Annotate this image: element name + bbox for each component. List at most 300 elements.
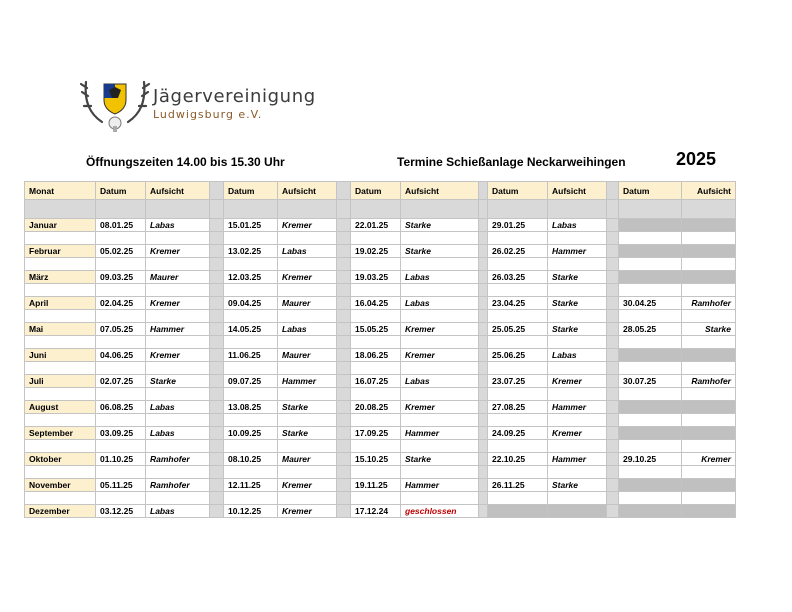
- separator-cell: [337, 323, 351, 336]
- opening-hours: Öffnungszeiten 14.00 bis 15.30 Uhr: [86, 155, 285, 169]
- date-cell: 08.01.25: [96, 219, 146, 232]
- blank-cell: [488, 388, 548, 401]
- supervisor-cell: Kremer: [146, 297, 210, 310]
- date-cell: 12.03.25: [224, 271, 278, 284]
- supervisor-cell: Ramhofer: [146, 479, 210, 492]
- blank-cell: [337, 232, 351, 245]
- date-cell: 30.07.25: [619, 375, 682, 388]
- blank-cell: [278, 414, 337, 427]
- blank-cell: [479, 258, 488, 271]
- column-header: Datum: [224, 182, 278, 200]
- empty-cell: [619, 219, 682, 232]
- blank-cell: [278, 388, 337, 401]
- spacer-cell: [479, 200, 488, 219]
- separator-cell: [479, 219, 488, 232]
- date-cell: 18.06.25: [351, 349, 401, 362]
- blank-row: [25, 388, 736, 401]
- blank-cell: [488, 440, 548, 453]
- blank-cell: [401, 440, 479, 453]
- blank-cell: [96, 388, 146, 401]
- month-row: [25, 479, 736, 492]
- blank-cell: [351, 336, 401, 349]
- blank-cell: [146, 258, 210, 271]
- blank-cell: [548, 310, 607, 323]
- blank-row: [25, 310, 736, 323]
- column-header: Aufsicht: [401, 182, 479, 200]
- date-cell: 14.05.25: [224, 323, 278, 336]
- separator-cell: [479, 271, 488, 284]
- blank-cell: [682, 336, 736, 349]
- column-header: Aufsicht: [278, 182, 337, 200]
- separator-cell: [337, 349, 351, 362]
- supervisor-cell: Hammer: [401, 427, 479, 440]
- separator-cell: [337, 505, 351, 518]
- supervisor-cell: Ramhofer: [682, 375, 736, 388]
- blank-cell: [607, 362, 619, 375]
- blank-cell: [607, 492, 619, 505]
- blank-cell: [278, 284, 337, 297]
- blank-cell: [210, 258, 224, 271]
- blank-cell: [548, 466, 607, 479]
- blank-cell: [224, 440, 278, 453]
- separator-cell: [479, 297, 488, 310]
- month-row: [25, 453, 736, 466]
- supervisor-cell: Labas: [401, 271, 479, 284]
- separator-cell: [337, 182, 351, 200]
- blank-cell: [479, 362, 488, 375]
- date-cell: 19.02.25: [351, 245, 401, 258]
- spacer-cell: [401, 200, 479, 219]
- blank-cell: [96, 310, 146, 323]
- column-header: Aufsicht: [146, 182, 210, 200]
- supervisor-cell: Labas: [146, 219, 210, 232]
- supervisor-cell: Starke: [548, 323, 607, 336]
- blank-cell: [607, 440, 619, 453]
- blank-cell: [210, 284, 224, 297]
- supervisor-cell: Hammer: [278, 375, 337, 388]
- spacer-cell: [146, 200, 210, 219]
- spacer-cell: [488, 200, 548, 219]
- blank-cell: [224, 362, 278, 375]
- blank-cell: [479, 388, 488, 401]
- blank-cell: [210, 362, 224, 375]
- blank-cell: [401, 258, 479, 271]
- blank-cell: [25, 284, 96, 297]
- column-header: Datum: [619, 182, 682, 200]
- empty-cell: [682, 401, 736, 414]
- blank-cell: [337, 362, 351, 375]
- date-cell: 22.10.25: [488, 453, 548, 466]
- blank-cell: [96, 232, 146, 245]
- blank-cell: [548, 388, 607, 401]
- column-header: Aufsicht: [548, 182, 607, 200]
- supervisor-cell: Maurer: [278, 453, 337, 466]
- month-label: Februar: [25, 245, 96, 258]
- empty-cell: [682, 479, 736, 492]
- supervisor-cell: Kremer: [278, 271, 337, 284]
- blank-cell: [548, 362, 607, 375]
- blank-cell: [479, 440, 488, 453]
- separator-cell: [479, 479, 488, 492]
- blank-cell: [682, 492, 736, 505]
- date-cell: 05.02.25: [96, 245, 146, 258]
- date-cell: 02.07.25: [96, 375, 146, 388]
- blank-cell: [25, 310, 96, 323]
- blank-cell: [619, 492, 682, 505]
- date-cell: 09.04.25: [224, 297, 278, 310]
- empty-cell: [619, 479, 682, 492]
- supervisor-cell: Starke: [278, 401, 337, 414]
- blank-cell: [278, 440, 337, 453]
- schedule-table: [24, 181, 736, 518]
- blank-cell: [224, 258, 278, 271]
- blank-row: [25, 336, 736, 349]
- blank-cell: [401, 414, 479, 427]
- supervisor-cell: Hammer: [146, 323, 210, 336]
- blank-cell: [96, 414, 146, 427]
- month-row: [25, 297, 736, 310]
- separator-cell: [210, 349, 224, 362]
- month-row: [25, 271, 736, 284]
- spacer-cell: [96, 200, 146, 219]
- blank-cell: [224, 466, 278, 479]
- blank-cell: [401, 466, 479, 479]
- blank-cell: [488, 492, 548, 505]
- blank-cell: [488, 414, 548, 427]
- spacer-cell: [619, 200, 682, 219]
- separator-cell: [210, 271, 224, 284]
- supervisor-cell: Labas: [278, 323, 337, 336]
- month-row: [25, 375, 736, 388]
- spacer-cell: [682, 200, 736, 219]
- date-cell: 26.11.25: [488, 479, 548, 492]
- blank-cell: [146, 284, 210, 297]
- blank-cell: [96, 492, 146, 505]
- blank-cell: [146, 492, 210, 505]
- header-row: [25, 182, 736, 200]
- blank-cell: [337, 388, 351, 401]
- spacer-cell: [337, 200, 351, 219]
- supervisor-cell: Hammer: [548, 453, 607, 466]
- separator-cell: [479, 323, 488, 336]
- supervisor-cell: Kremer: [548, 427, 607, 440]
- blank-row: [25, 466, 736, 479]
- column-header: Monat: [25, 182, 96, 200]
- blank-cell: [210, 492, 224, 505]
- separator-cell: [337, 219, 351, 232]
- separator-cell: [337, 401, 351, 414]
- blank-cell: [25, 258, 96, 271]
- separator-cell: [479, 427, 488, 440]
- blank-cell: [548, 414, 607, 427]
- supervisor-cell: Starke: [682, 323, 736, 336]
- supervisor-cell: Starke: [548, 479, 607, 492]
- month-row: [25, 505, 736, 518]
- month-label: Juni: [25, 349, 96, 362]
- blank-cell: [96, 336, 146, 349]
- empty-cell: [619, 427, 682, 440]
- separator-cell: [607, 219, 619, 232]
- blank-cell: [401, 362, 479, 375]
- date-cell: 29.10.25: [619, 453, 682, 466]
- blank-cell: [682, 232, 736, 245]
- blank-cell: [607, 232, 619, 245]
- spacer-cell: [25, 200, 96, 219]
- separator-cell: [479, 375, 488, 388]
- blank-cell: [337, 310, 351, 323]
- blank-cell: [619, 336, 682, 349]
- date-cell: 23.04.25: [488, 297, 548, 310]
- separator-cell: [210, 245, 224, 258]
- blank-cell: [224, 414, 278, 427]
- date-cell: 16.04.25: [351, 297, 401, 310]
- supervisor-cell: Hammer: [548, 401, 607, 414]
- blank-cell: [210, 336, 224, 349]
- separator-cell: [337, 453, 351, 466]
- blank-cell: [337, 336, 351, 349]
- date-cell: 25.05.25: [488, 323, 548, 336]
- date-cell: 12.11.25: [224, 479, 278, 492]
- blank-cell: [146, 336, 210, 349]
- date-cell: 09.07.25: [224, 375, 278, 388]
- empty-cell: [619, 401, 682, 414]
- date-cell: 28.05.25: [619, 323, 682, 336]
- separator-cell: [607, 297, 619, 310]
- supervisor-cell: Ramhofer: [682, 297, 736, 310]
- separator-cell: [337, 297, 351, 310]
- blank-row: [25, 492, 736, 505]
- blank-cell: [351, 388, 401, 401]
- supervisor-cell: Kremer: [401, 349, 479, 362]
- date-cell: 06.08.25: [96, 401, 146, 414]
- supervisor-cell: Starke: [548, 297, 607, 310]
- supervisor-cell: Maurer: [146, 271, 210, 284]
- blank-cell: [224, 492, 278, 505]
- blank-cell: [479, 232, 488, 245]
- blank-cell: [351, 414, 401, 427]
- month-row: [25, 323, 736, 336]
- supervisor-cell: Starke: [401, 453, 479, 466]
- month-label: Dezember: [25, 505, 96, 518]
- blank-cell: [548, 284, 607, 297]
- blank-cell: [210, 414, 224, 427]
- blank-cell: [607, 284, 619, 297]
- empty-cell: [682, 427, 736, 440]
- blank-cell: [351, 440, 401, 453]
- blank-cell: [146, 414, 210, 427]
- empty-cell: [682, 349, 736, 362]
- blank-cell: [619, 284, 682, 297]
- supervisor-cell: Kremer: [146, 349, 210, 362]
- supervisor-cell: Labas: [401, 297, 479, 310]
- separator-cell: [210, 297, 224, 310]
- blank-cell: [607, 310, 619, 323]
- blank-cell: [401, 388, 479, 401]
- blank-cell: [278, 258, 337, 271]
- separator-cell: [607, 271, 619, 284]
- separator-cell: [479, 182, 488, 200]
- blank-cell: [401, 284, 479, 297]
- spacer-cell: [278, 200, 337, 219]
- separator-cell: [479, 245, 488, 258]
- separator-cell: [337, 479, 351, 492]
- month-label: Januar: [25, 219, 96, 232]
- blank-cell: [619, 466, 682, 479]
- month-label: April: [25, 297, 96, 310]
- date-cell: 20.08.25: [351, 401, 401, 414]
- month-label: Oktober: [25, 453, 96, 466]
- empty-cell: [619, 271, 682, 284]
- blank-cell: [351, 232, 401, 245]
- supervisor-cell: Starke: [146, 375, 210, 388]
- blank-cell: [96, 284, 146, 297]
- blank-cell: [224, 284, 278, 297]
- date-cell: 09.03.25: [96, 271, 146, 284]
- separator-cell: [210, 505, 224, 518]
- date-cell: 03.12.25: [96, 505, 146, 518]
- blank-cell: [146, 466, 210, 479]
- supervisor-cell: Labas: [146, 401, 210, 414]
- separator-cell: [607, 349, 619, 362]
- date-cell: 10.09.25: [224, 427, 278, 440]
- column-header: Datum: [96, 182, 146, 200]
- blank-cell: [488, 258, 548, 271]
- date-cell: 19.03.25: [351, 271, 401, 284]
- date-cell: 24.09.25: [488, 427, 548, 440]
- date-cell: 17.12.24: [351, 505, 401, 518]
- supervisor-cell: Kremer: [548, 375, 607, 388]
- year: 2025: [676, 149, 717, 169]
- blank-cell: [351, 258, 401, 271]
- month-label: August: [25, 401, 96, 414]
- spacer-cell: [224, 200, 278, 219]
- supervisor-cell: Labas: [548, 219, 607, 232]
- date-cell: 11.06.25: [224, 349, 278, 362]
- blank-cell: [619, 258, 682, 271]
- spacer-cell: [548, 200, 607, 219]
- date-cell: 08.10.25: [224, 453, 278, 466]
- separator-cell: [607, 479, 619, 492]
- blank-cell: [278, 362, 337, 375]
- separator-cell: [210, 453, 224, 466]
- month-row: [25, 245, 736, 258]
- date-cell: 15.05.25: [351, 323, 401, 336]
- blank-cell: [210, 388, 224, 401]
- blank-cell: [619, 362, 682, 375]
- date-cell: 02.04.25: [96, 297, 146, 310]
- spacer-cell: [607, 200, 619, 219]
- blank-cell: [401, 232, 479, 245]
- supervisor-cell: Ramhofer: [146, 453, 210, 466]
- date-cell: 13.02.25: [224, 245, 278, 258]
- blank-cell: [351, 466, 401, 479]
- blank-cell: [96, 258, 146, 271]
- date-cell: 07.05.25: [96, 323, 146, 336]
- blank-cell: [479, 414, 488, 427]
- blank-cell: [682, 310, 736, 323]
- date-cell: 15.01.25: [224, 219, 278, 232]
- date-cell: 15.10.25: [351, 453, 401, 466]
- empty-cell: [619, 349, 682, 362]
- blank-cell: [278, 310, 337, 323]
- blank-cell: [607, 388, 619, 401]
- month-label: September: [25, 427, 96, 440]
- blank-cell: [488, 336, 548, 349]
- blank-cell: [337, 284, 351, 297]
- supervisor-cell: Maurer: [278, 297, 337, 310]
- blank-cell: [488, 466, 548, 479]
- date-cell: 03.09.25: [96, 427, 146, 440]
- org-subtitle: Ludwigsburg e.V.: [153, 108, 263, 121]
- blank-cell: [682, 466, 736, 479]
- empty-cell: [682, 219, 736, 232]
- blank-cell: [607, 466, 619, 479]
- blank-row: [25, 284, 736, 297]
- blank-cell: [278, 232, 337, 245]
- blank-cell: [682, 284, 736, 297]
- blank-cell: [96, 466, 146, 479]
- supervisor-cell: Labas: [146, 505, 210, 518]
- date-cell: 13.08.25: [224, 401, 278, 414]
- separator-cell: [210, 323, 224, 336]
- blank-row: [25, 414, 736, 427]
- supervisor-cell: Starke: [401, 219, 479, 232]
- blank-cell: [210, 310, 224, 323]
- org-name: Jägervereinigung: [153, 86, 316, 107]
- separator-cell: [607, 245, 619, 258]
- blank-cell: [146, 388, 210, 401]
- empty-cell: [548, 505, 607, 518]
- blank-cell: [25, 492, 96, 505]
- column-header: Datum: [351, 182, 401, 200]
- separator-cell: [210, 219, 224, 232]
- blank-cell: [619, 232, 682, 245]
- blank-cell: [488, 362, 548, 375]
- blank-cell: [401, 492, 479, 505]
- blank-cell: [146, 440, 210, 453]
- supervisor-cell: Hammer: [548, 245, 607, 258]
- blank-cell: [224, 336, 278, 349]
- month-row: [25, 219, 736, 232]
- blank-cell: [479, 466, 488, 479]
- date-cell: 25.06.25: [488, 349, 548, 362]
- blank-row: [25, 440, 736, 453]
- supervisor-cell: Maurer: [278, 349, 337, 362]
- separator-cell: [607, 505, 619, 518]
- supervisor-cell: Kremer: [401, 323, 479, 336]
- blank-cell: [682, 440, 736, 453]
- separator-cell: [210, 182, 224, 200]
- blank-cell: [351, 362, 401, 375]
- column-header: Datum: [488, 182, 548, 200]
- blank-cell: [210, 232, 224, 245]
- blank-row: [25, 362, 736, 375]
- blank-cell: [337, 258, 351, 271]
- blank-cell: [351, 492, 401, 505]
- blank-cell: [278, 336, 337, 349]
- date-cell: 26.02.25: [488, 245, 548, 258]
- blank-cell: [619, 414, 682, 427]
- supervisor-cell: Kremer: [401, 401, 479, 414]
- blank-cell: [548, 258, 607, 271]
- blank-row: [25, 258, 736, 271]
- blank-cell: [25, 440, 96, 453]
- separator-cell: [479, 505, 488, 518]
- date-cell: 22.01.25: [351, 219, 401, 232]
- separator-cell: [607, 182, 619, 200]
- blank-cell: [337, 440, 351, 453]
- blank-cell: [146, 310, 210, 323]
